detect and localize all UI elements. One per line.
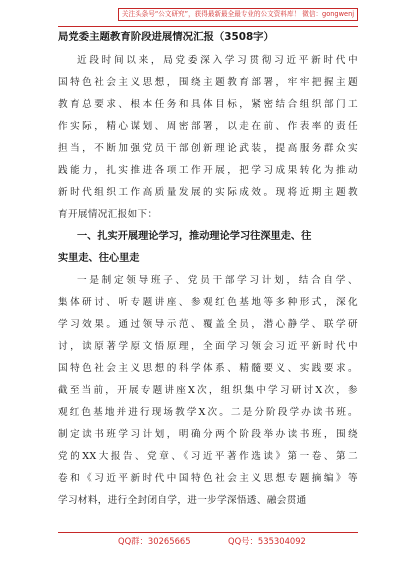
promo-banner: 关注头条号“公文研究”，获得最新最全最专业的公文资料库！ 微信：gongwenj [118,8,358,21]
text-line: 一是制定领导班子、党员干部学习计划，结合自学、 [77,275,358,286]
text-line: 近段时间以来，局党委深入学习贯彻习近平新时代中 [77,55,358,66]
text-line: 学习效果。通过领导示范、覆盖全员，潜心静学、联学研 [58,319,358,330]
text-line: 卷和《习近平新时代中国特色社会主义思想专题摘编》等 [58,473,358,484]
heading-line: 实里走、往心里走 [58,253,140,264]
text-line: 截至当前，开展专题讲座X次，组织集中学习研讨X次，参 [58,385,358,396]
intro-paragraph [58,50,358,226]
text-line: 育开展情况汇报如下： [58,209,158,220]
text-line: 教育总要求、根本任务和具体目标，紧密结合组织部门工 [58,99,358,110]
text-line: 新时代组织工作高质量发展的实际成效。现将近期主题教 [58,187,358,198]
text-line: 担当，不断加强党员干部创新理论武装，提高服务群众实 [58,143,358,154]
page-footer [58,535,358,549]
text-line: 践能力，扎实推进各项工作开展，把学习成果转化为推动 [58,165,358,176]
qq-number-label: QQ号：535304092 [228,536,306,546]
text-line: 作实际，精心谋划、周密部署，以走在前、作表率的责任 [58,121,358,132]
text-line: 学习材料，进行全封闭自学，进一步学深悟透、融会贯通 [58,495,307,506]
header-rule [58,26,358,27]
footer-rule [58,532,358,533]
text-line: 观红色基地并进行现场教学X次。二是分阶段学办读书班。 [58,407,358,418]
document-title: 局党委主题教育阶段进展情况汇报（3508字） [58,31,274,43]
text-line: 国特色社会主义思想，围绕主题教育部署，牢牢把握主题 [58,77,358,88]
text-line: 党的XX大报告、党章、《习近平著作选读》第一卷、第二 [58,451,358,462]
section-heading-1 [58,226,358,270]
text-line: 集体研讨、听专题讲座、参观红色基地等多种形式，深化 [58,297,358,308]
text-line: 讨，读原著学原文悟原理，全面学习领会习近平新时代中 [58,341,358,352]
section-1-paragraph [58,270,358,512]
heading-line: 一、扎实开展理论学习，推动理论学习往深里走、往 [77,231,312,242]
text-line: 制定读书班学习计划，明确分两个阶段举办读书班，围绕 [58,429,358,440]
qq-group-label: QQ群：30265665 [118,536,191,546]
text-line: 国特色社会主义思想的科学体系、精髓要义、实践要求。 [58,363,358,374]
